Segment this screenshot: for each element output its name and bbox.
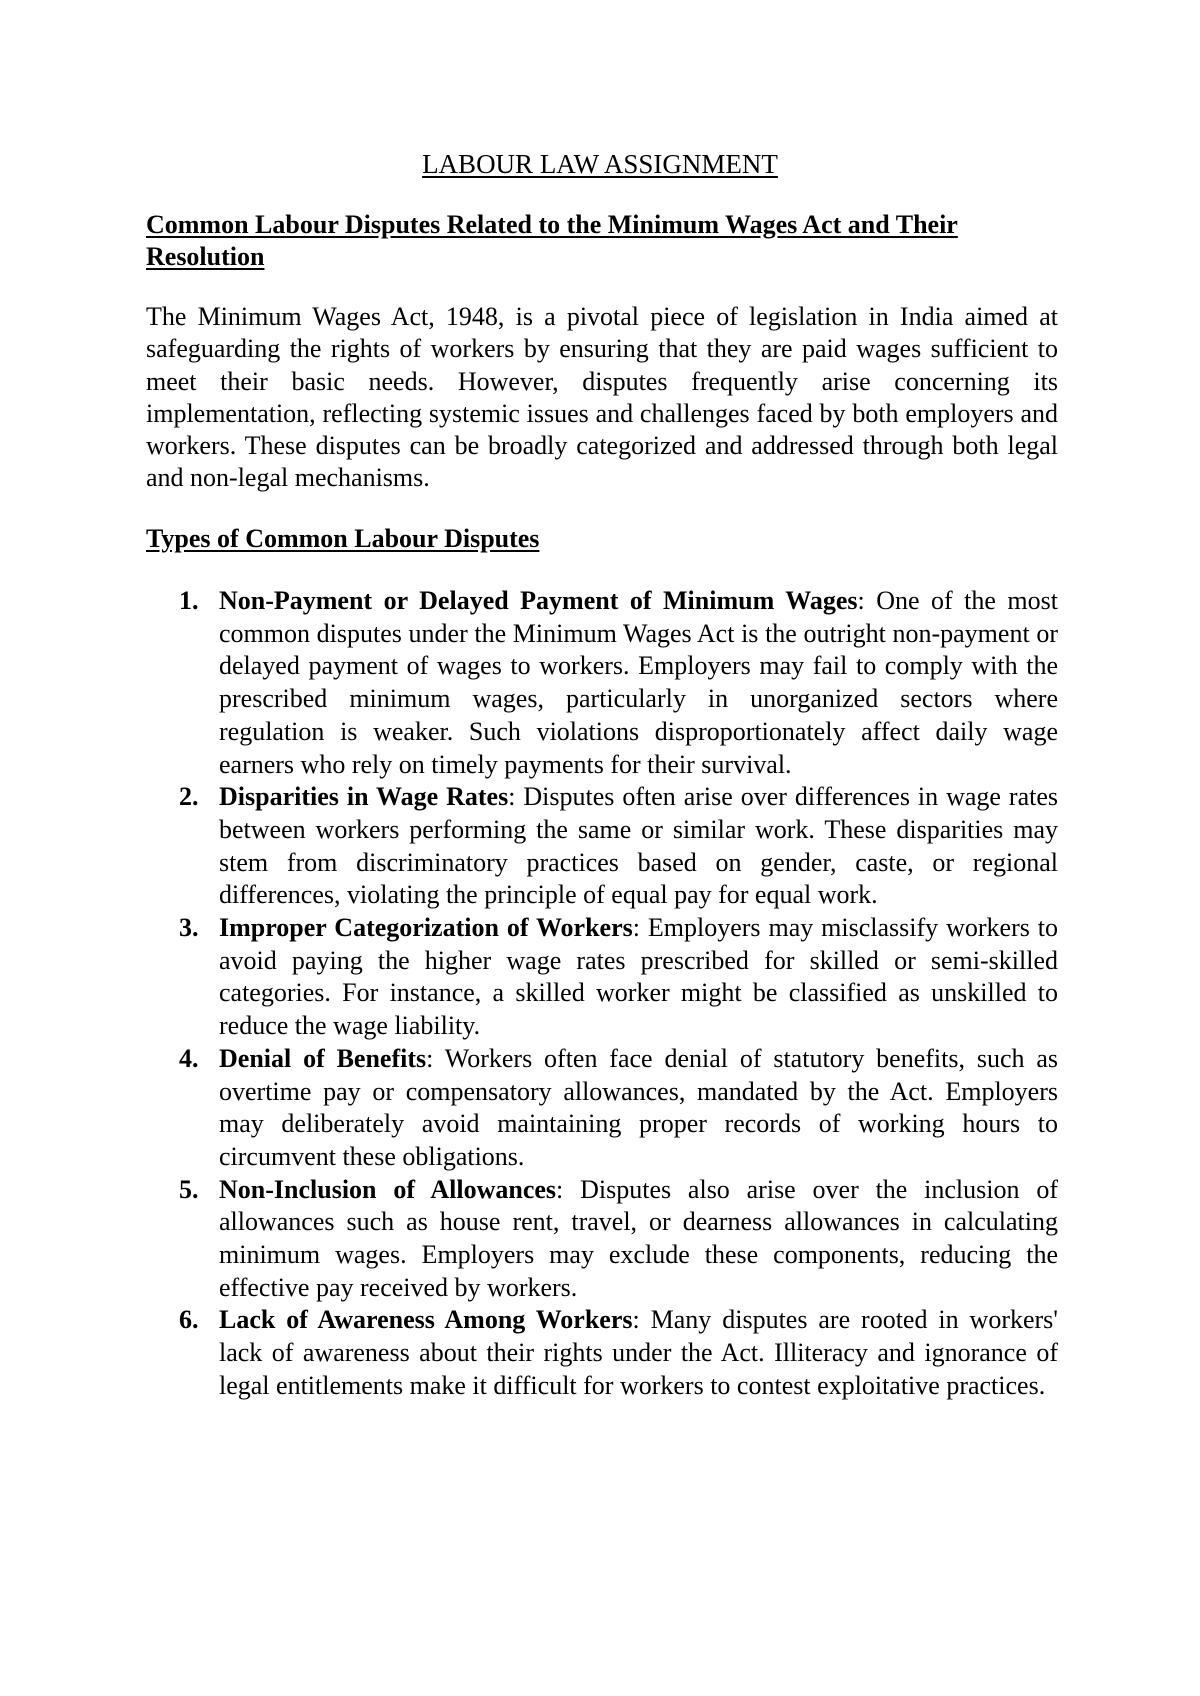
intro-paragraph: The Minimum Wages Act, 1948, is a pivotal piece of legislation in India aimed at safeguarding the rights of workers by ensuring that they are paid wages sufficient to meet their basic needs. However, disputes frequently arise concerning its implementation, reflecting systemic issues and challenges faced by both employers and workers. These disputes can be broadly categorized and addressed through both legal and non-legal mechanisms. (146, 302, 1058, 493)
disputes-list (146, 585, 1058, 1403)
list-item (146, 585, 1058, 781)
list-item-term: Disparities in Wage Rates (219, 782, 509, 812)
sub-heading: Types of Common Labour Disputes (146, 524, 540, 553)
list-item (146, 1043, 1058, 1174)
list-item-text: : Many disputes are rooted in workers' lack of awareness about their rights under the Act. Illiteracy and ignorance of legal entitlements make it difficult for workers to contest exploitative practices. (219, 1305, 1058, 1400)
list-item (146, 912, 1058, 1043)
list-item-text: : Disputes often arise over differences in wage rates between workers performing the same or similar work. These disparities may stem from discriminatory practices based on gender, caste, or regional differences, violating the principle of equal pay for equal work. (219, 782, 1058, 910)
list-item-term: Non-Payment or Delayed Payment of Minimum Wages (219, 586, 858, 615)
list-item-number: 5. (179, 1174, 199, 1204)
list-item-number: 2. (179, 782, 199, 812)
list-item-term: Denial of Benefits (219, 1043, 427, 1073)
list-item-number: 6. (179, 1305, 199, 1335)
list-item (146, 781, 1058, 912)
list-item-text: : Disputes also arise over the inclusion of allowances such as house rent, travel, or dearness allowances in calculating minimum wages. Employers may exclude these components, reducing the effective pay received by workers. (219, 1174, 1058, 1302)
list-item (146, 1174, 1058, 1305)
list-item-term: Lack of Awareness Among Workers (219, 1305, 633, 1335)
list-item (146, 1304, 1058, 1402)
document-title: LABOUR LAW ASSIGNMENT (422, 149, 778, 179)
list-item-term: Non-Inclusion of Allowances (219, 1174, 557, 1204)
list-item-text: : Employers may misclassify workers to avoid paying the higher wage rates prescribed for skilled or semi-skilled categories. For instance, a skilled worker might be classified as unskilled to reduce the wage liability. (219, 913, 1058, 1041)
list-item-number: 1. (179, 586, 199, 615)
list-item-text: : One of the most common disputes under the Minimum Wages Act is the outright non-payment or delayed payment of wages to workers. Employers may fail to comply with the prescribed minimum wages, particularly in unorganized sectors where regulation is weaker. Such violations disproportionately affect daily wage earners who rely on timely payments for their survival. (219, 586, 1058, 779)
list-item-number: 3. (179, 913, 199, 943)
list-item-text: : Workers often face denial of statutory benefits, such as overtime pay or compensatory allowances, mandated by the Act. Employers may deliberately avoid maintaining proper records of working hours to circumvent these obligations. (219, 1043, 1059, 1171)
list-item-term: Improper Categorization of Workers (219, 913, 633, 943)
list-item-number: 4. (179, 1043, 199, 1073)
section-heading: Common Labour Disputes Related to the Minimum Wages Act and Their Resolution (146, 210, 958, 271)
